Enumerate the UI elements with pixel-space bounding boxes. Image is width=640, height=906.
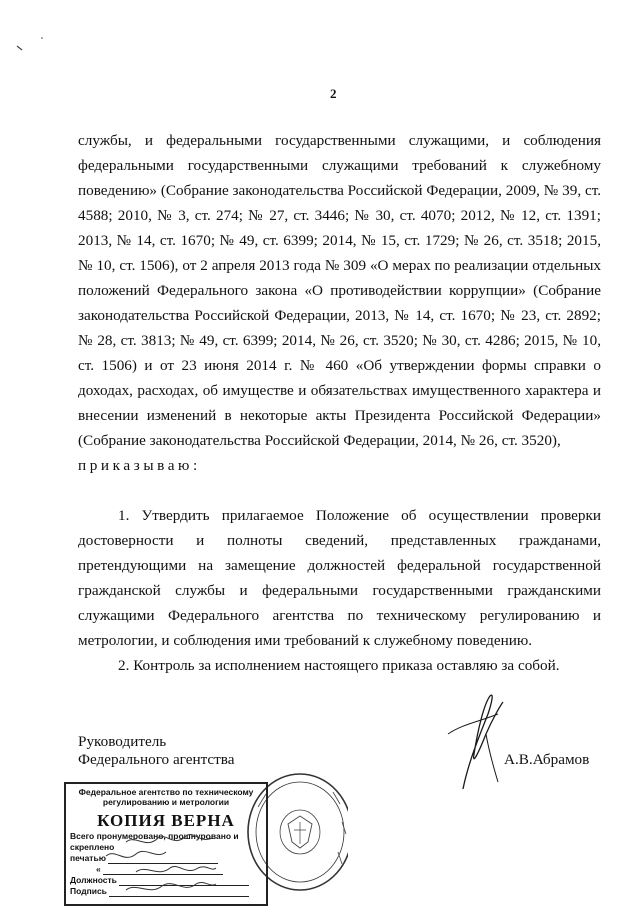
signer-position-line1: Руководитель	[78, 733, 167, 750]
handwritten-signature-icon	[408, 684, 518, 794]
stamp-position-label: Должность	[70, 875, 117, 885]
intro-paragraph: службы, и федеральными государственными служащими, и соблюдения федеральными государственными служащими требований к служебному поведению» (Собрание законодательства Российской Федерации, 2009, № 39, ст. 4588; 2010, № 3, ст. 274; № 27, ст. 3446; № 30, ст. 4070; 2012, № 12, ст. 1391; 2013, № 14, ст. 1670; № 49, ст. 6399; 2014, № 15, ст. 1729; № 26, ст. 3518; 2015, № 10, ст. 1506), от 2 апреля 2013 года № 309 «О мерах по реализации отдельных положений Федерального закона «О противодействии коррупции» (Собрание законодательства Российской Федерации, 2013, № 14, ст. 1670; № 23, ст. 2892; № 28, ст. 3813; № 49, ст. 6399; 2014, № 26, ст. 3520; № 30, ст. 4286; 2015, № 10, ст. 1506) и от 23 июня 2014 г. № 460 «Об утверждении формы справки о доходах, расходах, об имуществе и обязательствах имущественного характера и внесении изменений в некоторые акты Президента Российской Федерации» (Собрание законодательства Российской Федерации, 2014, № 26, ст. 3520),	[78, 132, 601, 449]
order-word: приказываю:	[78, 457, 201, 474]
stamp-quote-open: «	[96, 864, 101, 874]
item-2-paragraph: 2. Контроль за исполнением настоящего приказа оставляю за собой.	[118, 657, 560, 674]
signature-block	[78, 733, 235, 769]
stamp-signature-label: Подпись	[70, 886, 107, 896]
stamp-row-total: Всего пронумеровано, прошнуровано и скреплено	[70, 831, 239, 852]
stamp-org-line2: регулированию и метрологии	[102, 797, 230, 807]
item-1-paragraph: 1. Утвердить прилагаемое Положение об осуществлении проверки достоверности и полноты сведений, представленных гражданами, претендующими на замещение должностей федеральной государственной гражданской службы и федеральными государственными гражданскими служащими Федерального агентства по техническому регулированию и метрологии, и соблюдения ими требований к служебному поведению.	[78, 507, 601, 649]
document-body	[78, 128, 601, 678]
stamp-handwriting-icon	[66, 784, 266, 904]
stamp-title: КОПИЯ ВЕРНА	[97, 811, 235, 830]
signer-position-line2: Федерального агентства	[78, 751, 235, 768]
page-number: 2	[330, 86, 337, 101]
stamp-org-line1: Федеральное агентство по техническому	[78, 787, 254, 797]
signer-name: А.В.Абрамов	[504, 751, 590, 768]
certified-copy-stamp	[64, 782, 268, 906]
stamp-row-seal-label: печатью	[70, 853, 106, 863]
scan-speck-mark	[12, 36, 52, 66]
